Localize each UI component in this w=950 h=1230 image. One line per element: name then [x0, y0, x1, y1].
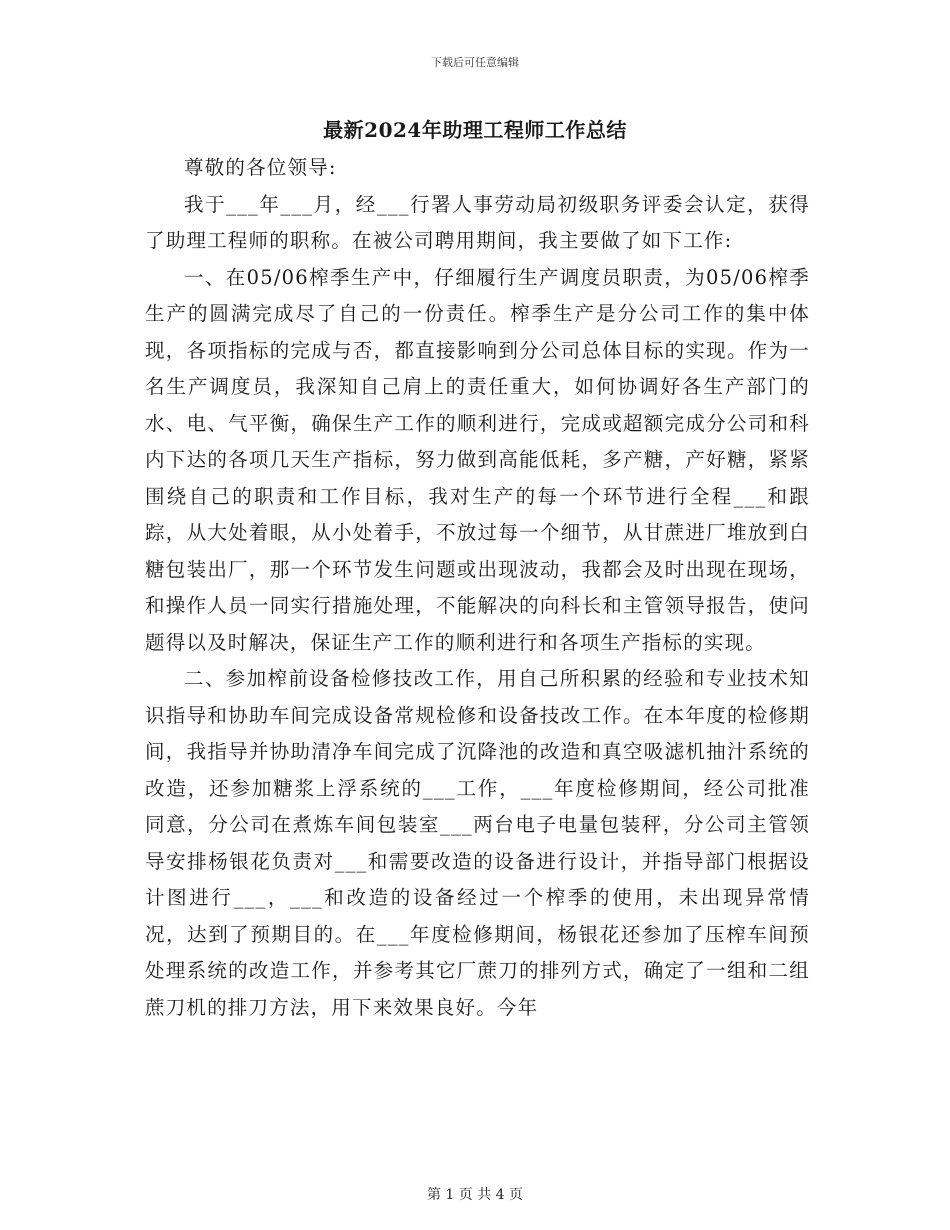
header-note: 下载后可任意编辑 [431, 56, 519, 69]
paragraph-intro: 我于___年___月，经___行署人事劳动局初级职务评委会认定，获得了助理工程师的职称。在被公司聘用期间，我主要做了如下工作: [145, 192, 810, 252]
document-title: 最新2024年助理工程师工作总结 [323, 118, 627, 142]
paragraph-section-1: 一、在05/06榨季生产中，仔细履行生产调度员职责，为05/06榨季生产的圆满完成尽了自己的一份责任。榨季生产是分公司工作的集中体现，各项指标的完成与否，都直接影响到分公司总体目标的实现。作为一名生产调度员，我深知自己肩上的责任重大，如何协调好各生产部门的水、电、气平衡，确保生产工作的顺利进行，完成或超额完成分公司和科内下达的各项几天生产指标，努力做到高能低耗，多产糖，产好糖，紧紧围绕自己的职责和工作目标，我对生产的每一个环节进行全程___和跟踪，从大处着眼，从小处着手，不放过每一个细节，从甘蔗进厂堆放到白糖包装出厂，那一个环节发生问题或出现波动，我都会及时出现在现场，和操作人员一同实行措施处理，不能解决的向科长和主管领导报告，使问题得以及时解决，保证生产工作的顺利进行和各项生产指标的实现。 [145, 265, 810, 654]
page-footer: 第 1 页 共 4 页 [426, 1187, 524, 1203]
paragraph-salutation: 尊敬的各位领导: [184, 156, 337, 179]
paragraph-section-2: 二、参加榨前设备检修技改工作，用自己所积累的经验和专业技术知识指导和协助车间完成设备常规检修和设备技改工作。在本年度的检修期间，我指导并协助清净车间完成了沉降池的改造和真空吸滤机抽汁系统的改造，还参加糖浆上浮系统的___工作，___年度检修期间，经公司批准同意，分公司在煮炼车间包装室___两台电子电量包装秤，分公司主管领导安排杨银花负责对___和需要改造的设备进行设计，并指导部门根据设计图进行___，___和改造的设备经过一个榨季的使用，未出现异常情况，达到了预期目的。在___年度检修期间，杨银花还参加了压榨车间预处理系统的改造工作，并参考其它厂蔗刀的排列方式，确定了一组和二组蔗刀机的排刀方法，用下来效果良好。今年 [145, 667, 810, 1019]
document-body [145, 150, 810, 1026]
